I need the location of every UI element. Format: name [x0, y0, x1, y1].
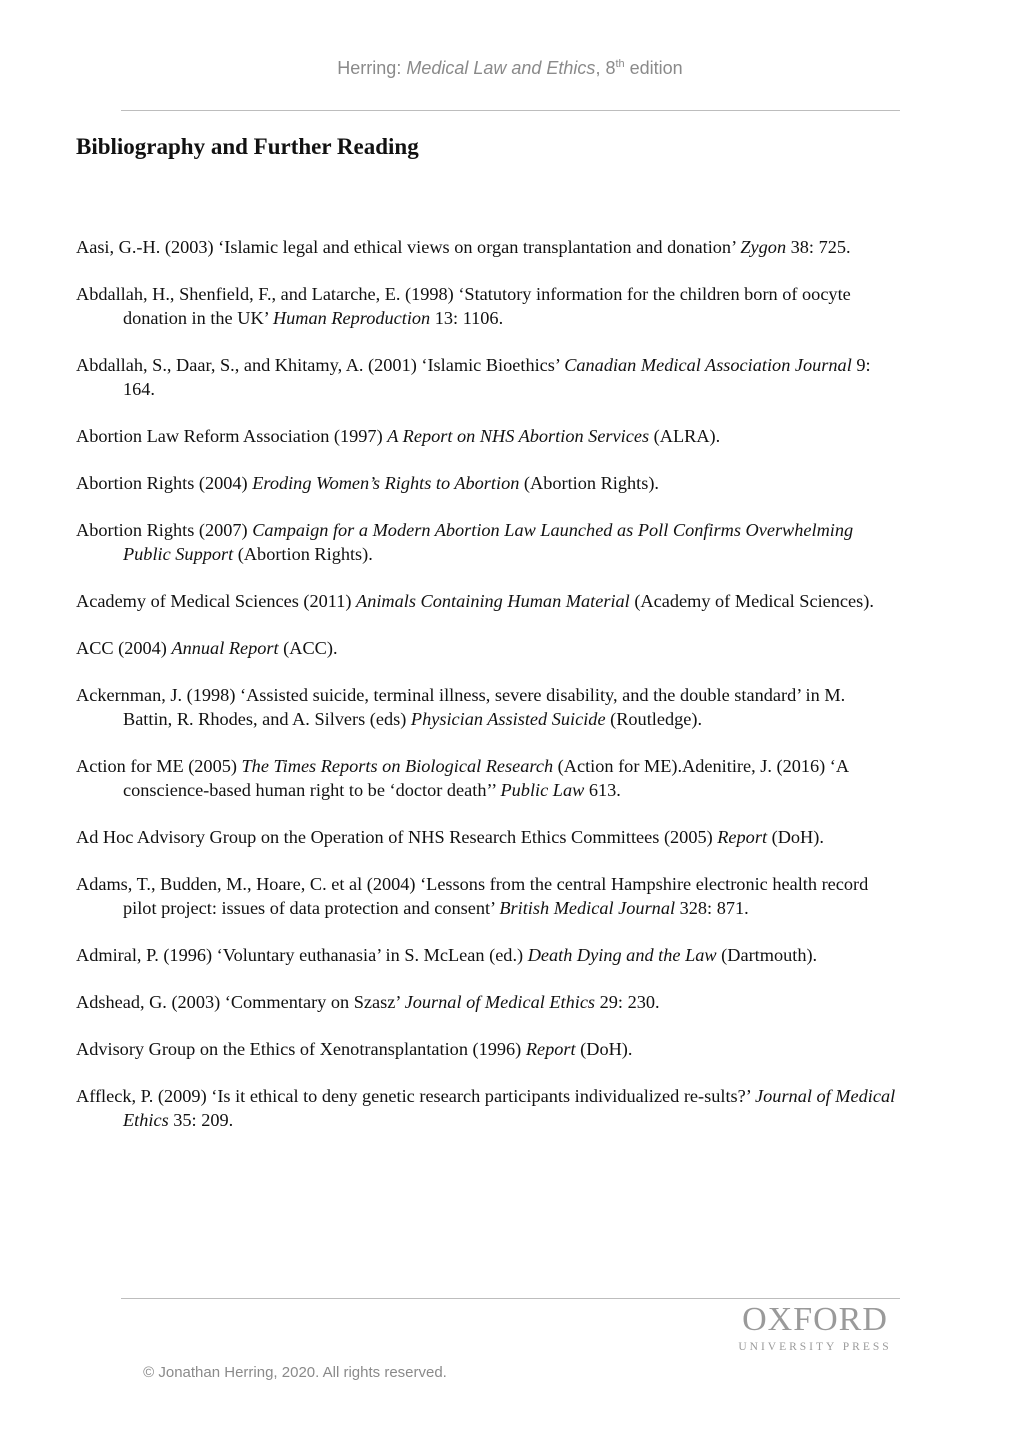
header-edition-number: , 8	[595, 58, 616, 78]
entry-source-title: Journal of Medical Ethics	[404, 992, 596, 1012]
running-header	[0, 58, 1020, 79]
entry-text: Abortion Rights (2007)	[76, 520, 253, 540]
logo-subtitle: UNIVERSITY PRESS	[738, 1341, 892, 1353]
header-edition-word: edition	[624, 58, 683, 78]
entry-details: (Academy of Medical Sciences).	[629, 591, 874, 611]
entry-source-title: Eroding Women’s Rights to Abortion	[252, 473, 520, 493]
entry-details: 13: 1106.	[430, 308, 504, 328]
copyright-footer: © Jonathan Herring, 2020. All rights reserved.	[143, 1364, 447, 1381]
entry-source-title: Campaign for a Modern Abortion Law Launched as Poll Confirms Overwhelming Public Support	[123, 520, 854, 564]
oxford-university-press-logo	[733, 1303, 897, 1353]
entry-text: Aasi, G.-H. (2003) ‘Islamic legal and ethical views on organ transplantation and donation’	[76, 237, 741, 257]
entry-source-title: Report	[525, 1039, 576, 1059]
bibliography-list	[76, 235, 898, 1155]
entry-text: Abortion Rights (2004)	[76, 473, 253, 493]
footer-divider	[121, 1298, 900, 1299]
entry-source-title: Zygon	[740, 237, 787, 257]
entry-details: 9: 164.	[123, 355, 871, 399]
entry-source-title: Physician Assisted Suicide	[410, 709, 606, 729]
entry-text: Advisory Group on the Ethics of Xenotransplantation (1996)	[76, 1039, 526, 1059]
bibliography-entry	[76, 353, 898, 401]
bibliography-entry	[76, 825, 898, 849]
page-title: Bibliography and Further Reading	[76, 134, 419, 159]
entry-text: Abdallah, H., Shenfield, F., and Latarche, E. (1998) ‘Statutory information for the children born of oocyte donation in the UK’	[76, 284, 851, 328]
header-edition-suffix: th	[615, 58, 625, 70]
entry-source-title: The Times Reports on Biological Research	[241, 756, 554, 776]
entry-details: 613.	[584, 780, 621, 800]
bibliography-entry	[76, 754, 898, 802]
entry-details: 328: 871.	[675, 898, 749, 918]
bibliography-entry	[76, 1037, 898, 1061]
entry-details: (ACC).	[278, 638, 338, 658]
entry-details: (Action for ME).Adenitire, J. (2016) ‘A conscience-based human right to be ‘doctor death’’	[123, 756, 849, 800]
entry-text: Adams, T., Budden, M., Hoare, C. et al (2004) ‘Lessons from the central Hampshire electronic health record pilot project: issues of data protection and consent’	[76, 874, 869, 918]
entry-details: (DoH).	[575, 1039, 633, 1059]
entry-text: Academy of Medical Sciences (2011)	[76, 591, 357, 611]
entry-text: Admiral, P. (1996) ‘Voluntary euthanasia’ in S. McLean (ed.)	[76, 945, 528, 965]
bibliography-entry	[76, 872, 898, 920]
entry-details: (Dartmouth).	[716, 945, 818, 965]
bibliography-entry	[76, 683, 898, 731]
header-divider	[121, 110, 900, 111]
entry-details: 29: 230.	[595, 992, 660, 1012]
entry-text: Action for ME (2005)	[76, 756, 242, 776]
entry-text: Abortion Law Reform Association (1997)	[76, 426, 388, 446]
bibliography-entry	[76, 471, 898, 495]
bibliography-entry	[76, 1084, 898, 1132]
entry-text: Ad Hoc Advisory Group on the Operation of NHS Research Ethics Committees (2005)	[76, 827, 718, 847]
entry-details: 35: 209.	[168, 1110, 234, 1130]
bibliography-entry	[76, 282, 898, 330]
entry-details: (Routledge).	[605, 709, 703, 729]
entry-source-title: Journal of Medical Ethics	[123, 1086, 896, 1130]
logo-wordmark: OXFORD	[742, 1301, 888, 1338]
entry-details: (Abortion Rights).	[233, 544, 373, 564]
entry-source-title: Human Reproduction	[272, 308, 431, 328]
entry-text: Ackernman, J. (1998) ‘Assisted suicide, terminal illness, severe disability, and the double standard’ in M. Battin, R. Rhodes, and A. Silvers (eds)	[76, 685, 846, 729]
entry-source-title: Report	[717, 827, 768, 847]
entry-details: (DoH).	[767, 827, 824, 847]
bibliography-entry	[76, 943, 898, 967]
entry-details: (ALRA).	[649, 426, 721, 446]
header-author: Herring:	[337, 58, 407, 78]
bibliography-entry	[76, 636, 898, 660]
entry-text: Adshead, G. (2003) ‘Commentary on Szasz’	[76, 992, 405, 1012]
entry-text: Abdallah, S., Daar, S., and Khitamy, A. (2001) ‘Islamic Bioethics’	[76, 355, 565, 375]
entry-text: ACC (2004)	[76, 638, 172, 658]
entry-details: 38: 725.	[786, 237, 851, 257]
entry-source-title: Death Dying and the Law	[527, 945, 717, 965]
bibliography-entry	[76, 518, 898, 566]
header-book-title: Medical Law and Ethics	[406, 58, 596, 78]
bibliography-entry	[76, 990, 898, 1014]
bibliography-entry	[76, 235, 898, 259]
bibliography-entry	[76, 589, 898, 613]
entry-source-title: Annual Report	[171, 638, 279, 658]
entry-source-title: Public Law	[500, 780, 585, 800]
entry-source-title: Animals Containing Human Material	[356, 591, 630, 611]
bibliography-entry	[76, 424, 898, 448]
entry-details: (Abortion Rights).	[519, 473, 660, 493]
entry-source-title: Canadian Medical Association Journal	[564, 355, 852, 375]
entry-text: Affleck, P. (2009) ‘Is it ethical to deny genetic research participants individualized re-sults?’	[76, 1086, 756, 1106]
entry-source-title: British Medical Journal	[499, 898, 676, 918]
entry-source-title: A Report on NHS Abortion Services	[387, 426, 650, 446]
